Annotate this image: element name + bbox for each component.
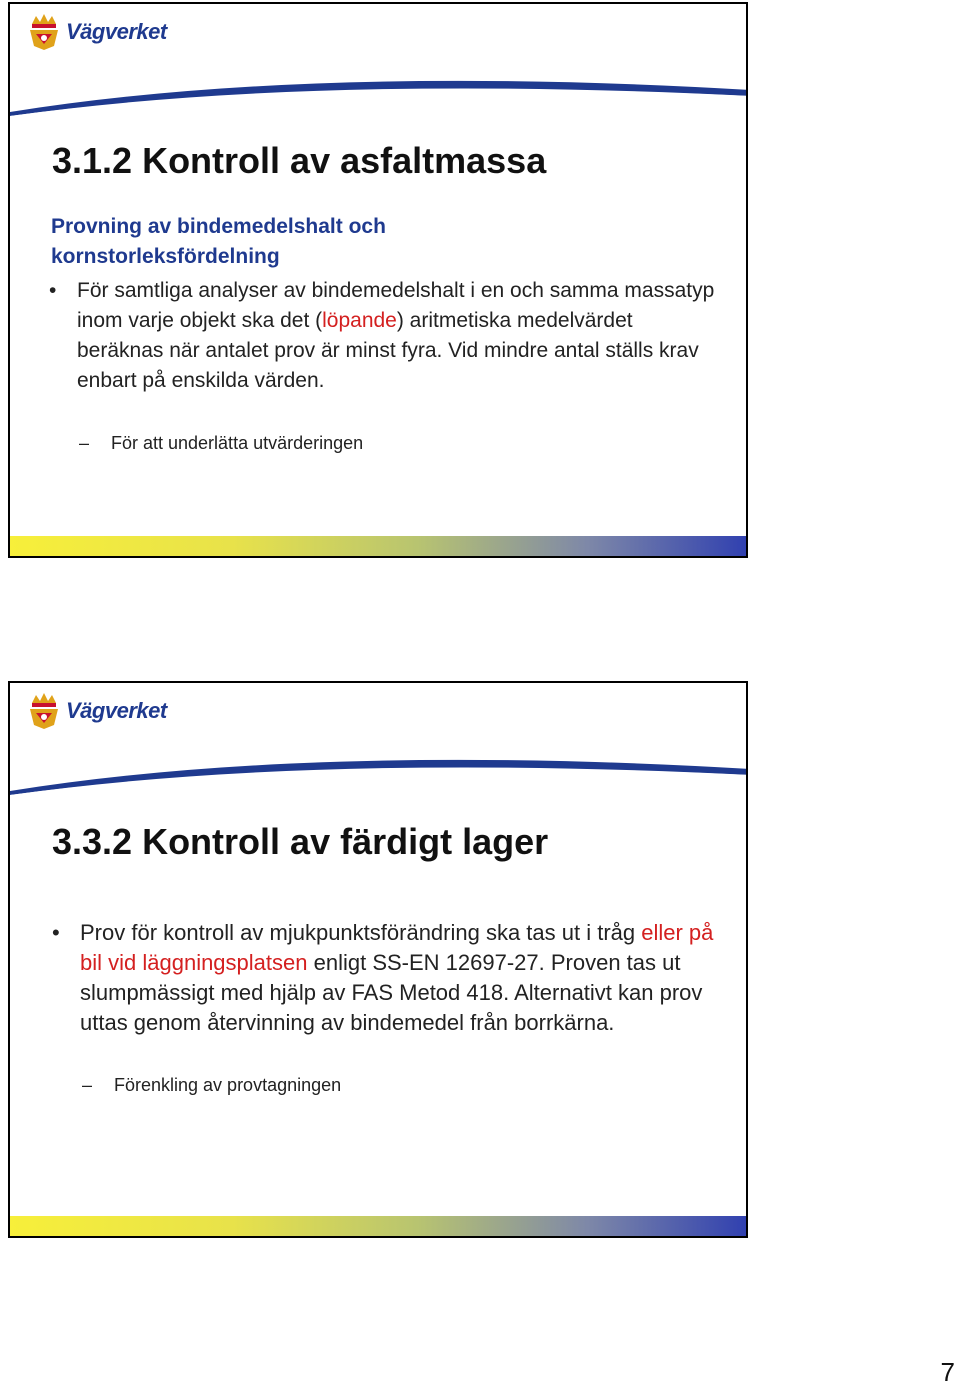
highlighted-text: löpande [322, 309, 397, 332]
subheading-line: Provning av bindemedelshalt och [51, 215, 386, 238]
bullet-text: För samtliga analyser av bindemedelshalt i en och samma massatyp inom varje objekt ska det ( [77, 279, 715, 332]
vagverket-logo [26, 691, 167, 731]
vagverket-logo [26, 12, 167, 52]
footer-gradient-bar [10, 536, 748, 556]
slide-1 [8, 2, 748, 558]
page-number: 7 [940, 1357, 955, 1387]
bullet-item [52, 918, 730, 1038]
dash-icon: – [79, 433, 90, 453]
slide-subheading [51, 212, 651, 272]
logo-wordmark: Vägverket [66, 698, 167, 723]
slide-2 [8, 681, 748, 1238]
footer-gradient-bar [10, 1216, 748, 1236]
subheading-line: kornstorleksfördelning [51, 245, 280, 268]
bullet-item [49, 276, 717, 396]
slide-title: 3.1.2 Kontroll av asfaltmassa [52, 140, 547, 181]
sub-bullet-item [79, 431, 363, 455]
sub-bullet-item [82, 1073, 341, 1097]
crown-emblem-icon [26, 12, 62, 52]
sub-bullet-text: För att underlätta utvärderingen [111, 433, 364, 453]
dash-icon: – [82, 1075, 93, 1095]
bullet-dot-icon: • [49, 279, 57, 302]
bullet-dot-icon: • [52, 920, 60, 945]
crown-emblem-icon [26, 691, 62, 731]
bullet-text: ) aritmetiska medelvärdet beräknas när antalet prov är minst fyra. Vid mindre antal ställs krav enbart på enskilda värden. [77, 309, 699, 392]
bullet-text: enligt SS-EN 12697-27. Proven tas ut slumpmässigt med hjälp av FAS Metod 418. Alternativt kan prov uttas genom återvinning av bindemedel från borrkärna. [80, 950, 703, 1035]
logo-wordmark: Vägverket [66, 19, 167, 44]
bullet-text: Prov för kontroll av mjukpunktsförändring ska tas ut i tråg [80, 920, 642, 945]
highlighted-text: eller på bil vid läggningsplatsen [80, 920, 714, 975]
slide-title: 3.3.2 Kontroll av färdigt lager [52, 821, 549, 862]
sub-bullet-text: Förenkling av provtagningen [114, 1075, 342, 1095]
